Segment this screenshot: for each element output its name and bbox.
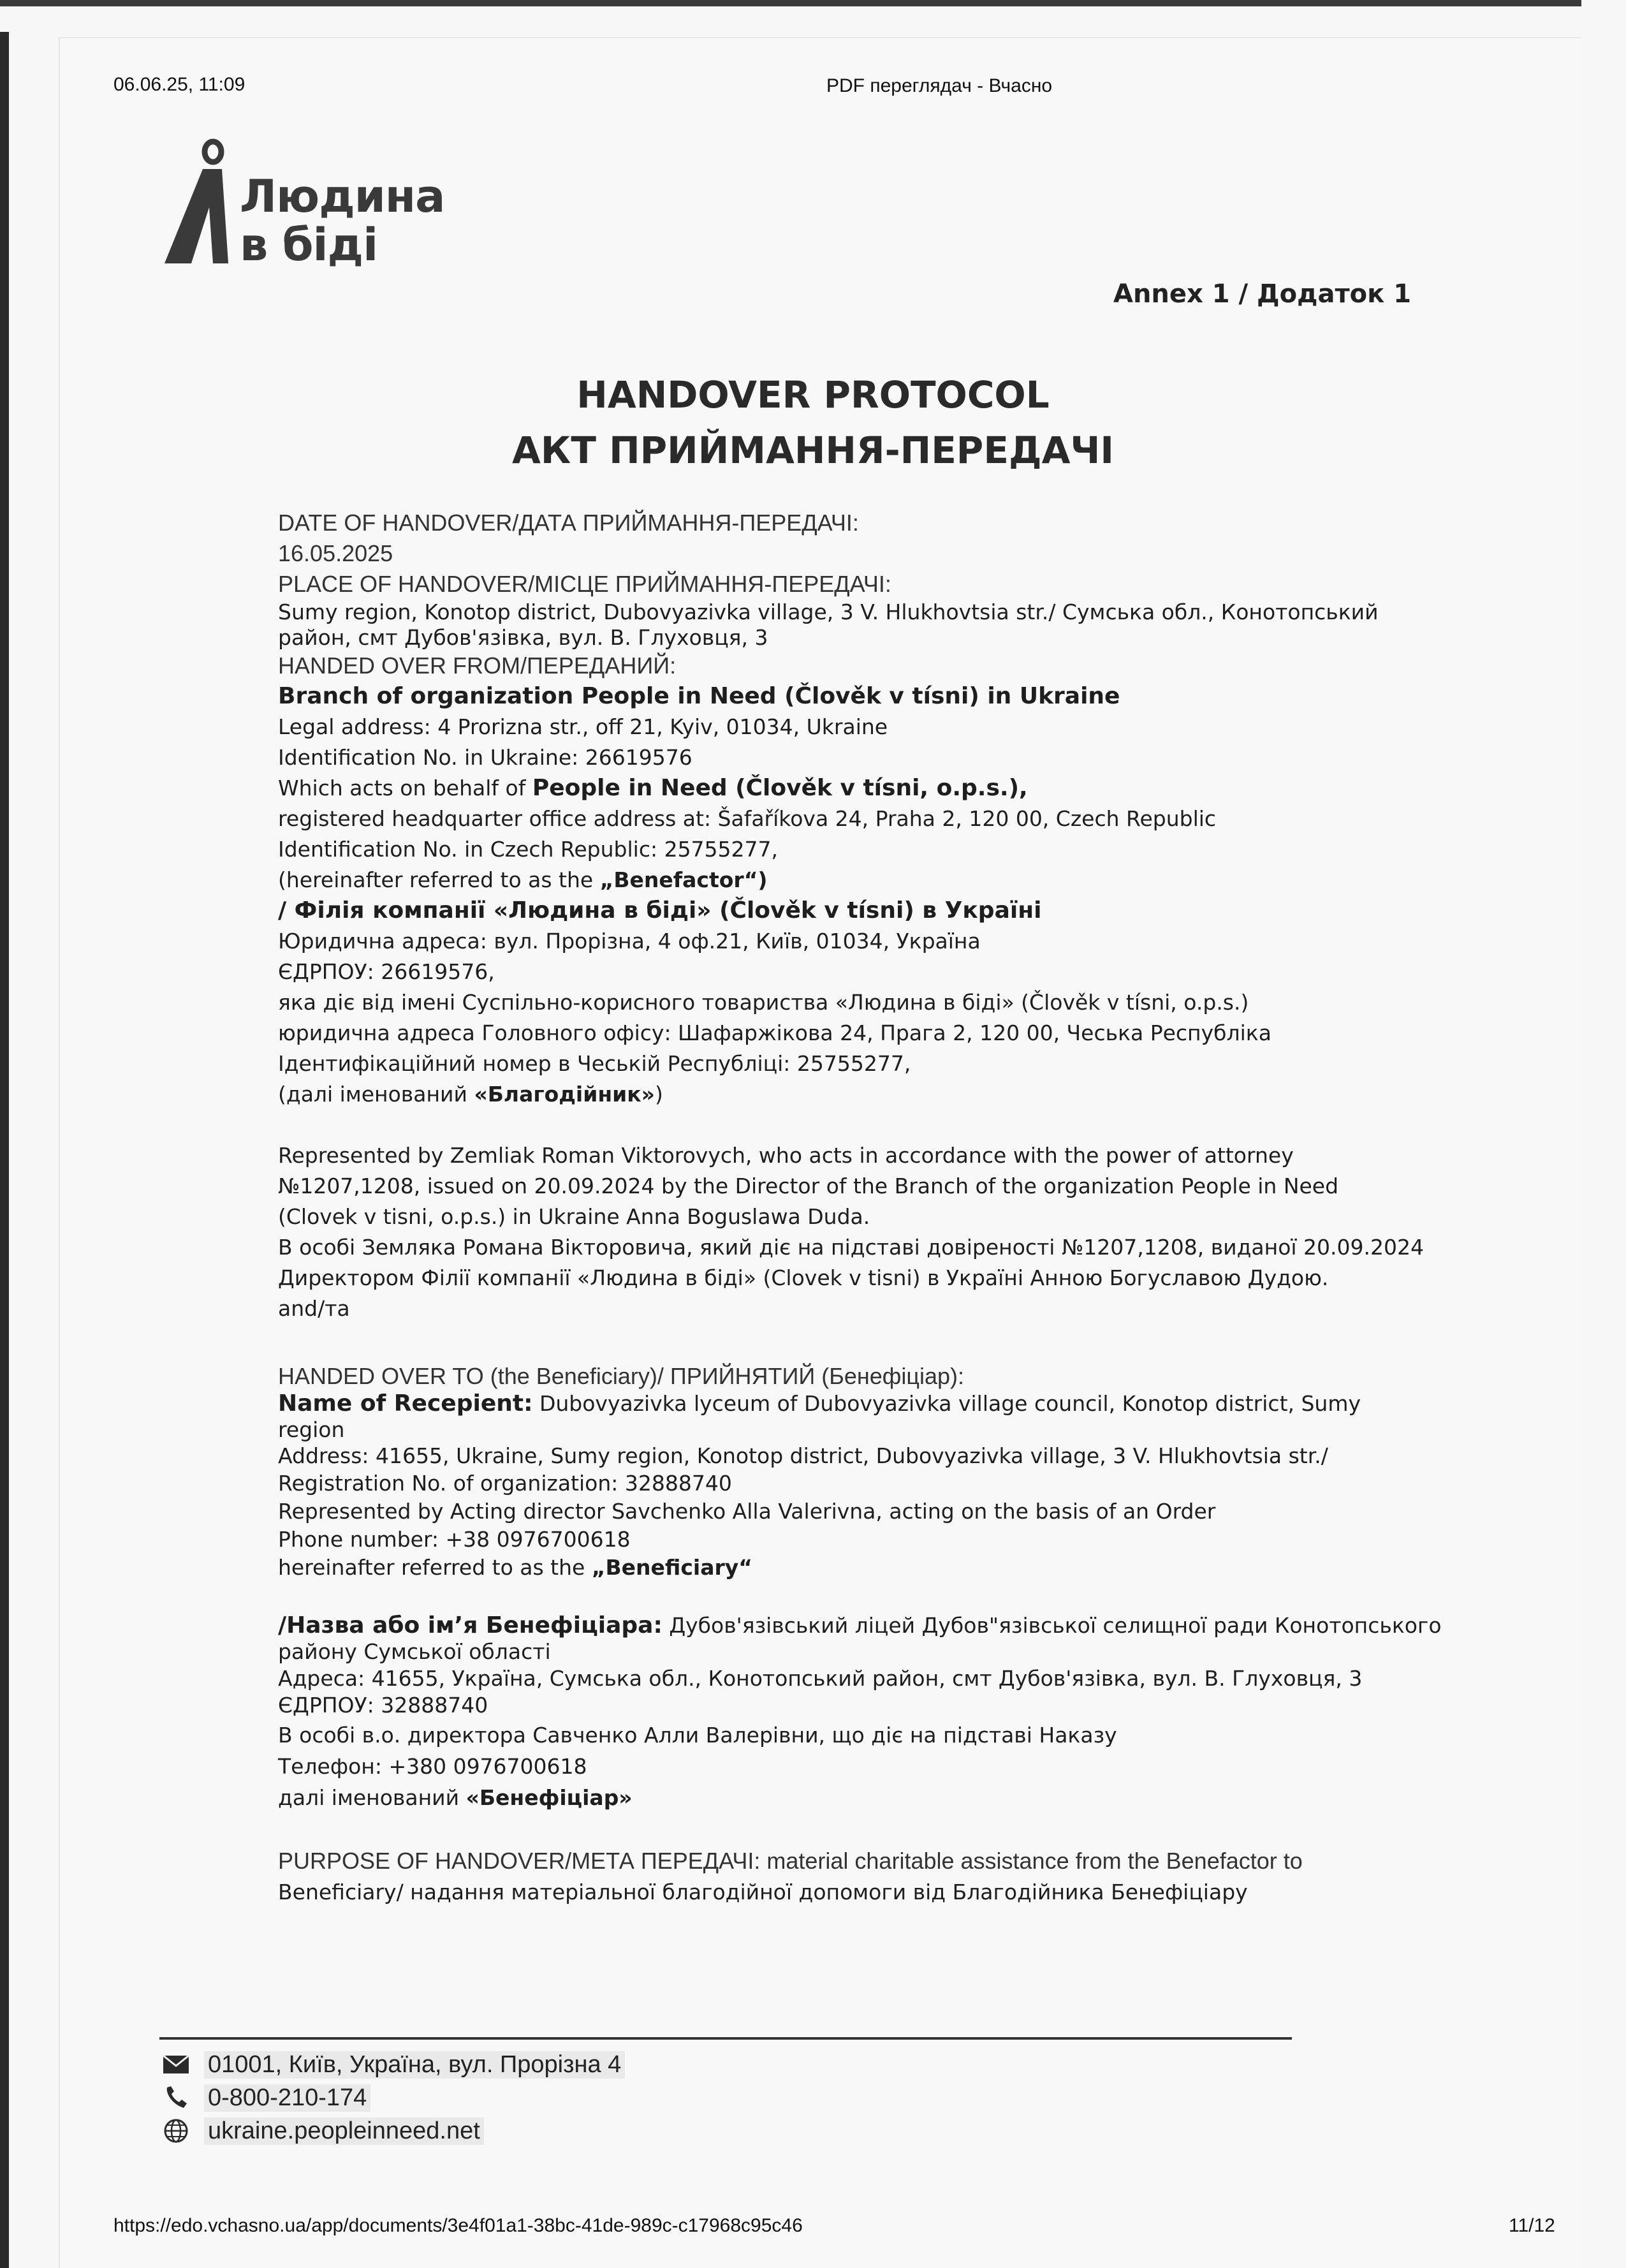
print-datetime: 06.06.25, 11:09: [114, 74, 245, 95]
logo-line-2: в біді: [240, 219, 378, 271]
rep-en-2: №1207,1208, issued on 20.09.2024 by the Director of the Branch of the organization People in Need: [278, 1174, 1339, 1198]
date-value: 16.05.2025: [278, 540, 393, 566]
to-name-label: Name of Recepient:: [278, 1390, 533, 1417]
print-url: https://edo.vchasno.ua/app/documents/3e4f01a1-38bc-41de-989c-c17968c95c46: [114, 2215, 803, 2236]
from-acts-uk: яка діє від імені Суспільно-корисного товариства «Людина в біді» (Člověk v tísni, o.p.s.): [278, 990, 1249, 1015]
purpose-line-2: Beneficiary/ надання матеріальної благодійної допомоги від Благодійника Бенефіціару: [278, 1880, 1248, 1904]
from-ref-uk-name: «Благодійник»: [474, 1082, 655, 1107]
title-ukrainian: АКТ ПРИЙМАННЯ-ПЕРЕДАЧІ: [512, 429, 1114, 472]
rep-uk-2: Директором Філії компанії «Людина в біді» (Clovek v tisni) в Україні Анною Богуславою Дудою.: [278, 1265, 1329, 1290]
from-hq-en: registered headquarter office address at: Šafaříkova 24, Praha 2, 120 00, Czech Republic: [278, 806, 1217, 831]
from-ref-uk-prefix: (далі іменований: [278, 1082, 474, 1107]
scan-edge-top: [0, 0, 1581, 6]
to-name-uk-1: Дубов'язівський ліцей Дубов"язівської селищної ради Конотопського: [662, 1613, 1442, 1638]
rep-en-3: (Clovek v tisni, o.p.s.) in Ukraine Anna Boguslawa Duda.: [278, 1204, 870, 1229]
footer-divider: [159, 2037, 1292, 2040]
purpose-line-1: [278, 1846, 1541, 1877]
rep-en-1: Represented by Zemliak Roman Viktorovych, who acts in accordance with the power of attorney: [278, 1143, 1294, 1168]
to-name-line-1: [278, 1390, 1541, 1417]
globe-icon: [161, 2117, 191, 2145]
from-hq-uk: юридична адреса Головного офісу: Шафаржікова 24, Прага 2, 120 00, Чеська Республіка: [278, 1020, 1271, 1045]
print-page-number: 11/12: [1509, 2215, 1555, 2236]
from-legal-uk: Юридична адреса: вул. Прорізна, 4 оф.21, Київ, 01034, Україна: [278, 929, 981, 954]
from-org-uk-text: / Філія компанії «Людина в біді» (Člověk v tísni) в Україні: [278, 897, 1042, 924]
protocol-body: [278, 508, 1541, 1908]
to-representative: Represented by Acting director Savchenko Alla Valerivna, acting on the basis of an Order: [278, 1499, 1216, 1524]
to-ref-prefix: hereinafter referred to as the: [278, 1555, 592, 1580]
to-name-2: region: [278, 1417, 345, 1442]
place-line-1: Sumy region, Konotop district, Dubovyazivka village, 3 V. Hlukhovtsia str./ Сумська обл., Конотопський: [278, 600, 1379, 624]
to-name-1: Dubovyazivka lyceum of Dubovyazivka village council, Konotop district, Sumy: [532, 1391, 1361, 1416]
to-ref-line: [278, 1554, 1541, 1582]
from-org-en: [278, 681, 1541, 712]
to-name-uk-line-1: [278, 1612, 1541, 1639]
to-address: Address: 41655, Ukraine, Sumy region, Konotop district, Dubovyazivka village, 3 V. Hlukhovtsia str./: [278, 1443, 1328, 1468]
from-id-en: Identification No. in Ukraine: 26619576: [278, 745, 692, 770]
from-ref-line: [278, 865, 1541, 895]
footer-address: [161, 2049, 625, 2080]
to-ref-uk-line: [278, 1781, 1541, 1815]
footer-address-text: 01001, Київ, Україна, вул. Прорізна 4: [204, 2051, 625, 2079]
from-legal-en: Legal address: 4 Prorizna str., off 21, Kyiv, 01034, Ukraine: [278, 714, 888, 739]
annex-label: Annex 1 / Додаток 1: [1113, 279, 1412, 309]
to-ref-name: „Beneficiary“: [591, 1555, 752, 1580]
place-label: PLACE OF HANDOVER/МІСЦЕ ПРИЙМАННЯ-ПЕРЕДАЧІ:: [278, 571, 891, 597]
to-rep-uk: В особі в.о. директора Савченко Алли Валерівни, що діє на підставі Наказу: [278, 1723, 1117, 1748]
footer-website: [161, 2115, 484, 2147]
rep-uk-1: В особі Земляка Романа Вікторовича, який діє на підставі довіреності №1207,1208, виданої 20.09.2024: [278, 1235, 1425, 1260]
title-english: HANDOVER PROTOCOL: [576, 373, 1050, 416]
to-name-uk-2: району Сумської області: [278, 1639, 551, 1664]
to-phone-uk: Телефон: +380 0976700618: [278, 1754, 587, 1779]
spacer: [278, 1324, 1541, 1362]
footer-phone: [161, 2082, 370, 2114]
spacer: [278, 1110, 1541, 1140]
from-ref-prefix: (hereinafter referred to as the: [278, 867, 600, 892]
footer-phone-text: 0-800-210-174: [204, 2084, 370, 2112]
phone-icon: [161, 2084, 191, 2112]
scan-edge-left: [0, 32, 9, 2268]
spacer: [278, 1582, 1541, 1612]
print-title: PDF переглядач - Вчасно: [826, 75, 1053, 96]
from-acts-line: [278, 773, 1541, 804]
to-ref-uk-name: «Бенефіціар»: [465, 1785, 633, 1810]
from-org-uk: [278, 895, 1541, 926]
logo-line-1: Людина: [240, 170, 445, 223]
to-phone: Phone number: +38 0976700618: [278, 1527, 631, 1552]
from-id-cz: Identification No. in Czech Republic: 25755277,: [278, 837, 779, 862]
from-acts-org: People in Need (Člověk v tísni, o.p.s.),: [532, 775, 1028, 801]
date-label: DATE OF HANDOVER/ДАТА ПРИЙМАННЯ-ПЕРЕДАЧІ:: [278, 510, 859, 536]
to-ref-uk-prefix: далі іменований: [278, 1785, 466, 1810]
from-org-en-text: Branch of organization People in Need (Člověk v tísni) in Ukraine: [278, 683, 1120, 709]
to-name-uk-label: /Назва або ім’я Бенефіціара:: [278, 1612, 663, 1638]
from-label: HANDED OVER FROM/ПЕРЕДАНИЙ:: [278, 652, 677, 679]
footer-website-text: ukraine.peopleinneed.net: [204, 2117, 484, 2145]
to-label: HANDED OVER TO (the Beneficiary)/ ПРИЙНЯТИЙ (Бенефіціар):: [278, 1363, 965, 1389]
logo-wordmark: [240, 172, 444, 269]
spacer: [278, 1815, 1541, 1846]
and-separator: and/та: [278, 1296, 350, 1321]
to-registration: Registration No. of organization: 32888740: [278, 1471, 732, 1496]
from-ref-uk-suffix: ): [654, 1082, 663, 1107]
from-id-cz-uk: Ідентифікаційний номер в Чеській Республіці: 25755277,: [278, 1051, 911, 1076]
envelope-icon: [161, 2051, 191, 2079]
from-acts-prefix: Which acts on behalf of: [278, 776, 532, 800]
to-edrpou-uk: ЄДРПОУ: 32888740: [278, 1693, 488, 1718]
place-line-2: район, смт Дубов'язівка, вул. В. Глуховця, 3: [278, 625, 768, 650]
purpose-text-1: PURPOSE OF HANDOVER/МЕТА ПЕРЕДАЧІ: material charitable assistance from the Benefactor to: [278, 1848, 1303, 1874]
from-ref-name: „Benefactor“): [599, 867, 768, 892]
from-edrpou-uk: ЄДРПОУ: 26619576,: [278, 959, 495, 984]
to-address-uk: Адреса: 41655, Україна, Сумська обл., Конотопський район, смт Дубов'язівка, вул. В. Глуховця, 3: [278, 1666, 1363, 1691]
from-ref-uk-line: [278, 1079, 1541, 1110]
